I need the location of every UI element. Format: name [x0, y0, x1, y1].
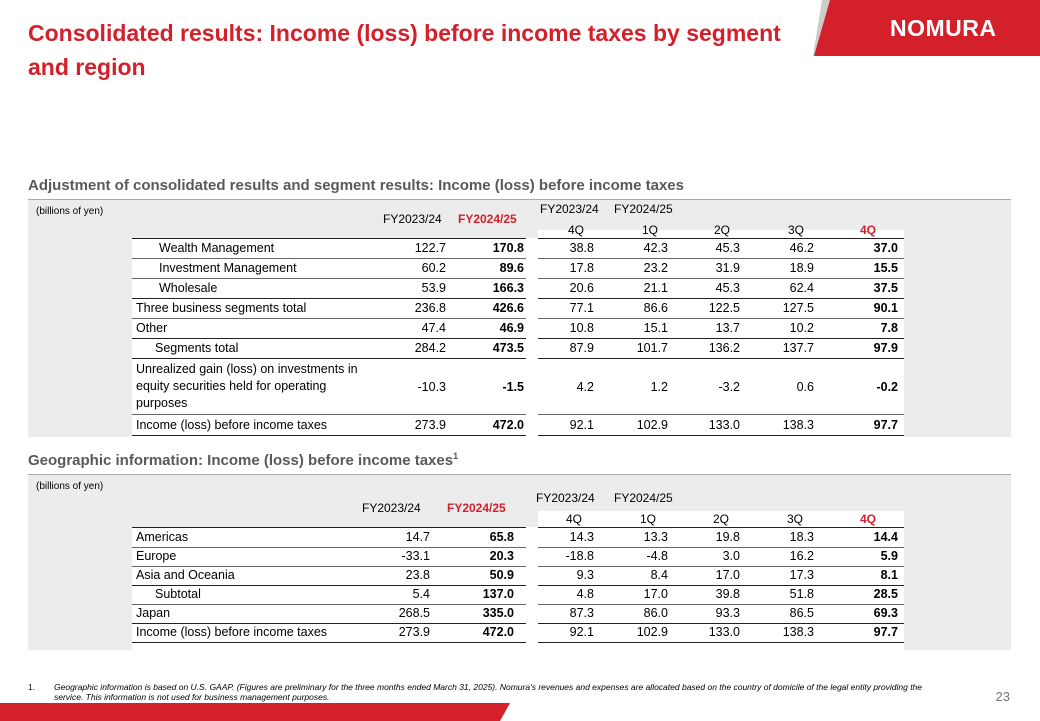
- hdr-1q: 1Q: [640, 512, 657, 526]
- row-label-other: Other: [136, 321, 168, 335]
- cell: 19.8: [715, 530, 740, 544]
- cell: 273.9: [398, 625, 430, 639]
- hdr-2q: 2Q: [713, 512, 730, 526]
- cell: 69.3: [873, 606, 898, 620]
- divider: [538, 527, 904, 528]
- cell: 65.8: [489, 530, 514, 544]
- row-label-income-before-taxes: Income (loss) before income taxes: [136, 625, 328, 639]
- row-label-unrealized-gain-l2: equity securities held for operating: [136, 379, 327, 393]
- row-label-subtotal: Subtotal: [155, 587, 201, 601]
- cell: 3.0: [722, 549, 740, 563]
- cell: -18.8: [565, 549, 594, 563]
- row-label-asia-oceania: Asia and Oceania: [136, 568, 235, 582]
- hdr-2q: 2Q: [714, 223, 731, 237]
- cell: 28.5: [873, 587, 898, 601]
- hdr-q-fy2324: FY2023/24: [536, 491, 595, 505]
- cell: 137.0: [482, 587, 514, 601]
- cell: -4.8: [646, 549, 668, 563]
- cell: 10.8: [569, 321, 594, 335]
- divider: [538, 642, 904, 643]
- row-label-wealth-management: Wealth Management: [159, 241, 275, 255]
- divider: [132, 358, 526, 359]
- cell: 23.2: [643, 261, 668, 275]
- divider: [538, 547, 904, 548]
- cell: 37.0: [873, 241, 898, 255]
- cell: 21.1: [643, 281, 668, 295]
- section2-heading-text: Geographic information: Income (loss) before income taxes: [28, 452, 454, 469]
- cell: 9.3: [576, 568, 594, 582]
- cell: 122.7: [414, 241, 446, 255]
- row-label-wholesale: Wholesale: [159, 281, 218, 295]
- divider: [132, 527, 526, 528]
- unit-label: (billions of yen): [36, 481, 104, 492]
- cell: 51.8: [789, 587, 814, 601]
- cell: 17.0: [643, 587, 668, 601]
- cell: 45.3: [715, 281, 740, 295]
- cell: 5.4: [412, 587, 430, 601]
- hdr-q-fy2425: FY2024/25: [614, 202, 673, 216]
- cell: 284.2: [414, 341, 446, 355]
- cell: 86.6: [643, 301, 668, 315]
- cell: 39.8: [715, 587, 740, 601]
- cell: 5.9: [880, 549, 898, 563]
- divider: [538, 623, 904, 624]
- cell: 46.9: [499, 321, 524, 335]
- cell: 16.2: [789, 549, 814, 563]
- cell: 92.1: [569, 625, 594, 639]
- cell: 86.5: [789, 606, 814, 620]
- cell: 335.0: [482, 606, 514, 620]
- cell: 8.4: [650, 568, 668, 582]
- nomura-logo: NOMURA: [890, 15, 997, 41]
- geographic-table-panel: [28, 474, 1011, 650]
- cell: 7.8: [880, 321, 898, 335]
- hdr-1q: 1Q: [642, 223, 659, 237]
- divider: [132, 585, 526, 586]
- divider: [132, 238, 526, 239]
- divider: [132, 566, 526, 567]
- cell: 268.5: [398, 606, 430, 620]
- divider: [538, 238, 904, 239]
- row-label-unrealized-gain-l3: purposes: [136, 396, 188, 410]
- cell: 473.5: [492, 341, 524, 355]
- cell: 15.5: [873, 261, 898, 275]
- cell: 77.1: [569, 301, 594, 315]
- page-title: Consolidated results: Income (loss) before income taxes by segment and region: [28, 20, 781, 80]
- hdr-4q-prev: 4Q: [566, 512, 583, 526]
- cell: 14.7: [405, 530, 430, 544]
- divider: [132, 258, 526, 259]
- cell: 89.6: [499, 261, 524, 275]
- hdr-fy2324: FY2023/24: [362, 501, 421, 515]
- cell: 0.6: [796, 380, 814, 394]
- cell: 426.6: [492, 301, 524, 315]
- cell: 97.9: [873, 341, 898, 355]
- cell: 137.7: [782, 341, 814, 355]
- row-label-europe: Europe: [136, 549, 177, 563]
- divider: [538, 566, 904, 567]
- section1-heading: Adjustment of consolidated results and segment results: Income (loss) before income taxes: [28, 177, 684, 194]
- cell: 92.1: [569, 418, 594, 432]
- cell: 20.6: [569, 281, 594, 295]
- row-label-americas: Americas: [136, 530, 189, 544]
- row-label-three-segments-total: Three business segments total: [136, 301, 307, 315]
- divider: [538, 435, 904, 436]
- cell: 102.9: [636, 625, 668, 639]
- cell: 23.8: [405, 568, 430, 582]
- cell: 13.3: [643, 530, 668, 544]
- cell: 42.3: [643, 241, 668, 255]
- cell: 133.0: [708, 625, 740, 639]
- cell: 273.9: [414, 418, 446, 432]
- divider: [132, 338, 526, 339]
- cell: 102.9: [636, 418, 668, 432]
- cell: 31.9: [715, 261, 740, 275]
- row-label-japan: Japan: [136, 606, 171, 620]
- cell: 15.1: [643, 321, 668, 335]
- divider: [538, 414, 904, 415]
- section2-heading: [28, 451, 458, 469]
- cell: 60.2: [421, 261, 446, 275]
- cell: 97.7: [873, 418, 898, 432]
- cell: 236.8: [414, 301, 446, 315]
- cell: 138.3: [782, 418, 814, 432]
- cell: 133.0: [708, 418, 740, 432]
- cell: 166.3: [492, 281, 524, 295]
- row-label-income-before-taxes: Income (loss) before income taxes: [136, 418, 328, 432]
- segment-table-panel: [28, 199, 1011, 437]
- row-label-segments-total: Segments total: [155, 341, 239, 355]
- cell: 14.3: [569, 530, 594, 544]
- divider: [132, 604, 526, 605]
- row-label-unrealized-gain-l1: Unrealized gain (loss) on investments in: [136, 362, 358, 376]
- divider: [132, 414, 526, 415]
- cell: 17.0: [715, 568, 740, 582]
- cell: 18.3: [789, 530, 814, 544]
- unit-label: (billions of yen): [36, 206, 104, 217]
- divider: [132, 642, 526, 643]
- divider: [132, 278, 526, 279]
- footnote-text: Geographic information is based on U.S. GAAP. (Figures are preliminary for the three months ended March 31, 2025). Nomura's revenues and expenses are allocated based on the country of domicile of the legal entity providing the service. This information is not used for business management purposes.: [54, 682, 923, 702]
- cell: 17.8: [569, 261, 594, 275]
- divider: [538, 604, 904, 605]
- cell: 138.3: [782, 625, 814, 639]
- cell: -3.2: [718, 380, 740, 394]
- cell: 8.1: [880, 568, 898, 582]
- hdr-fy2324: FY2023/24: [383, 212, 442, 226]
- cell: 1.2: [650, 380, 668, 394]
- divider: [538, 258, 904, 259]
- cell: 97.7: [873, 625, 898, 639]
- hdr-q-fy2425: FY2024/25: [614, 491, 673, 505]
- hdr-fy2425: FY2024/25: [458, 212, 517, 226]
- cell: 472.0: [492, 418, 524, 432]
- cell: 136.2: [708, 341, 740, 355]
- cell: 472.0: [482, 625, 514, 639]
- cell: -10.3: [417, 380, 446, 394]
- cell: 20.3: [489, 549, 514, 563]
- hdr-4q: 4Q: [860, 223, 877, 237]
- cell: 13.7: [715, 321, 740, 335]
- cell: 122.5: [708, 301, 740, 315]
- cell: 14.4: [873, 530, 898, 544]
- cell: 93.3: [715, 606, 740, 620]
- hdr-q-fy2324: FY2023/24: [540, 202, 599, 216]
- footnote-ref: 1: [453, 451, 459, 461]
- cell: 46.2: [789, 241, 814, 255]
- hdr-4q: 4Q: [860, 512, 877, 526]
- hdr-4q-prev: 4Q: [568, 223, 585, 237]
- cell: 101.7: [636, 341, 668, 355]
- cell: 18.9: [789, 261, 814, 275]
- cell: 87.9: [569, 341, 594, 355]
- divider: [538, 338, 904, 339]
- divider: [538, 318, 904, 319]
- divider: [132, 547, 526, 548]
- divider: [538, 358, 904, 359]
- cell: 170.8: [492, 241, 524, 255]
- hdr-3q: 3Q: [788, 223, 805, 237]
- cell: 10.2: [789, 321, 814, 335]
- cell: 50.9: [489, 568, 514, 582]
- divider: [132, 623, 526, 624]
- cell: -0.2: [876, 380, 898, 394]
- cell: 38.8: [569, 241, 594, 255]
- cell: 4.2: [576, 380, 594, 394]
- cell: 87.3: [569, 606, 594, 620]
- cell: 53.9: [421, 281, 446, 295]
- divider: [132, 298, 526, 299]
- cell: 4.8: [576, 587, 594, 601]
- cell: -1.5: [502, 380, 524, 394]
- divider: [538, 298, 904, 299]
- cell: 45.3: [715, 241, 740, 255]
- cell: 47.4: [421, 321, 446, 335]
- hdr-3q: 3Q: [787, 512, 804, 526]
- cell: 62.4: [789, 281, 814, 295]
- cell: 37.5: [873, 281, 898, 295]
- cell: 17.3: [789, 568, 814, 582]
- divider: [538, 278, 904, 279]
- divider: [538, 585, 904, 586]
- cell: -33.1: [401, 549, 430, 563]
- row-label-investment-management: Investment Management: [159, 261, 297, 275]
- page-number: 23: [995, 689, 1010, 704]
- divider: [132, 318, 526, 319]
- hdr-fy2425: FY2024/25: [447, 501, 506, 515]
- footnote-number: 1.: [28, 682, 36, 692]
- cell: 90.1: [873, 301, 898, 315]
- divider: [132, 435, 526, 436]
- cell: 86.0: [643, 606, 668, 620]
- cell: 127.5: [782, 301, 814, 315]
- bottom-accent-bar: [0, 703, 520, 721]
